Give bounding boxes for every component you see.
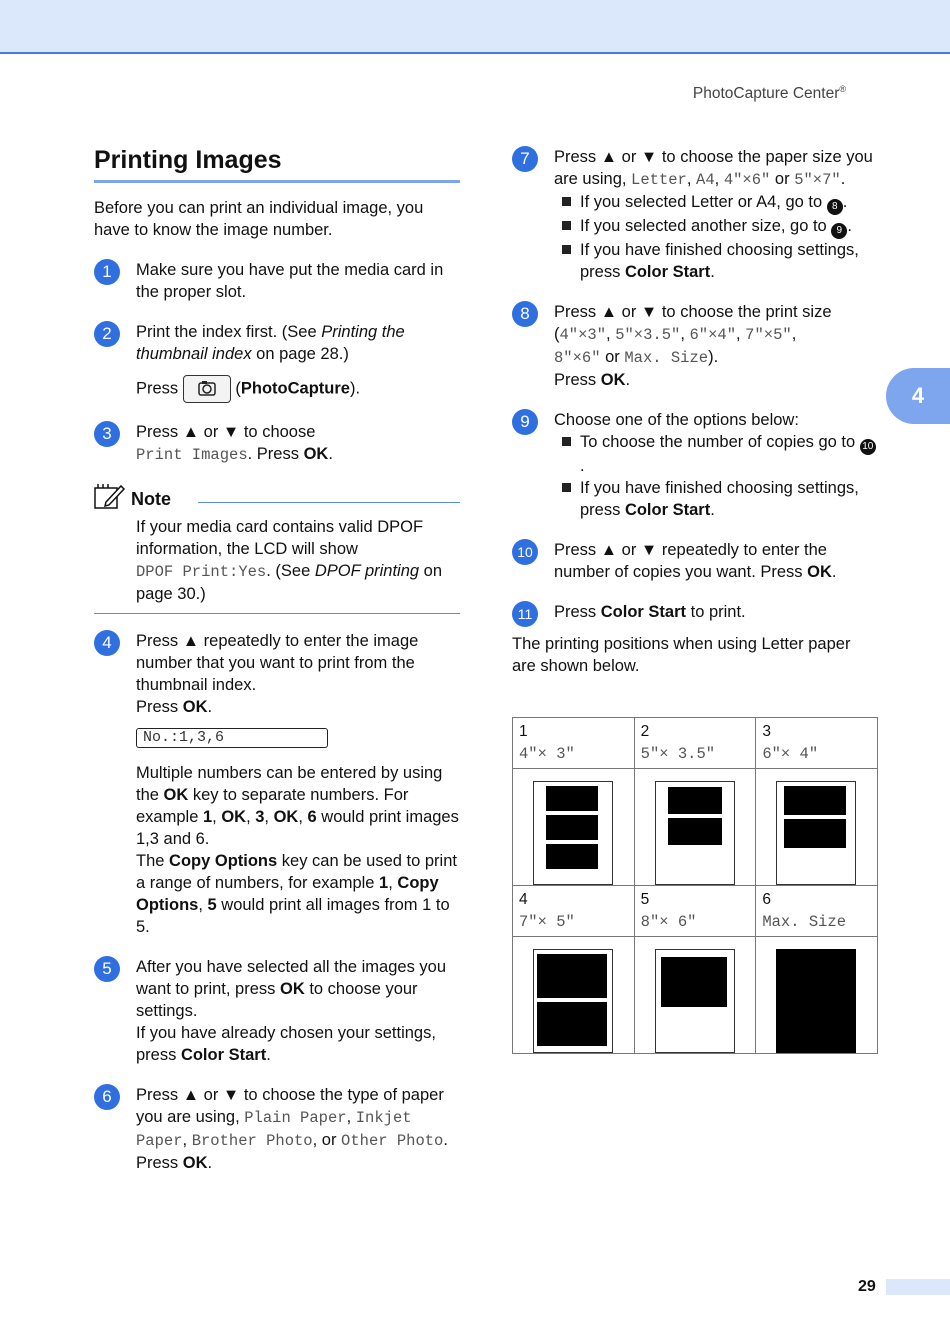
- layout-diagram: [634, 769, 756, 886]
- step-number-badge: 6: [94, 1084, 120, 1110]
- intro-text: Before you can print an individual image, you have to know the image number.: [94, 199, 424, 239]
- step-6: 6 Press ▲ or ▼ to choose the type of paper you are using, Plain Paper, Inkjet Paper, Brother Photo, or Other Photo. Press OK.: [94, 1084, 460, 1174]
- step-text: Press ▲ or ▼ to choose the type of paper you are using, Plain Paper, Inkjet Paper, Brother Photo, or Other Photo.: [136, 1086, 448, 1150]
- paper-sheet: [533, 949, 613, 1053]
- step-2: [94, 321, 460, 403]
- photo-block: [784, 786, 846, 815]
- paper-sheet: [776, 781, 856, 885]
- bullet-item: To choose the number of copies go to 10.: [554, 431, 878, 477]
- photo-block: [546, 786, 598, 811]
- size-label-cell: 4 7"× 5": [513, 886, 635, 937]
- step-text: Press ▲ repeatedly to enter the image number that you want to print from the thumbnail index.: [136, 632, 419, 694]
- photo-block: [777, 950, 855, 1052]
- step-text: Press ▲ or ▼ to choose the print size (4"×3", 5"×3.5", 6"×4", 7"×5", 8"×6" or Max. Size).: [554, 303, 832, 367]
- running-header: PhotoCapture Center®: [692, 84, 846, 103]
- size-label-cell: 5 8"× 6": [634, 886, 756, 937]
- chapter-tab: 4: [886, 368, 950, 424]
- photo-block: [784, 819, 846, 848]
- pencil-note-icon: [94, 482, 126, 510]
- size-label-cell: 2 5"× 3.5": [634, 718, 756, 769]
- step-10: [512, 539, 878, 583]
- photo-block: [537, 1002, 607, 1046]
- paper-sheet: [655, 781, 735, 885]
- step-1: [94, 259, 460, 303]
- footer-band: [886, 1279, 950, 1295]
- layout-diagram: [513, 769, 635, 886]
- size-label-cell: 3 6"× 4": [756, 718, 878, 769]
- size-label-cell: 6 Max. Size: [756, 886, 878, 937]
- photo-block: [668, 787, 722, 814]
- layout-diagram: [756, 937, 878, 1054]
- print-positions-table: [512, 717, 878, 1054]
- photo-block: [537, 954, 607, 998]
- step-11: [512, 601, 878, 623]
- step-number-badge: 9: [512, 409, 538, 435]
- step-text: After you have selected all the images you want to print, press OK to choose your settings.: [136, 958, 447, 1020]
- step-text: Choose one of the options below:: [554, 411, 799, 429]
- table-row: [513, 718, 878, 769]
- step-number-badge: 1: [94, 259, 120, 285]
- step-4-detail: Multiple numbers can be entered by using the OK key to separate numbers. For example 1, OK, 3, OK, 6 would print images 1,3 and 6. The Copy Options key can be used to print a range of numbers, for example 1, Copy Options, 5 would print all images from 1 to 5.: [136, 764, 459, 936]
- step-text: Make sure you have put the media card in the proper slot.: [136, 261, 444, 301]
- bullet-item: If you selected Letter or A4, go to 8 .: [554, 191, 878, 215]
- photo-block: [661, 957, 727, 1007]
- paper-sheet: [655, 949, 735, 1053]
- step-number-badge: 4: [94, 630, 120, 656]
- note-box: [94, 482, 460, 614]
- step-number-badge: 7: [512, 146, 538, 172]
- step-number-badge: 3: [94, 421, 120, 447]
- bullet-item: If you selected another size, go to 9 .: [554, 215, 878, 239]
- top-band: [0, 0, 950, 54]
- table-row: [513, 937, 878, 1054]
- layout-diagram: [756, 769, 878, 886]
- photo-block: [668, 818, 722, 845]
- step-7: [512, 146, 878, 283]
- page-number: 29: [858, 1278, 876, 1295]
- note-text: If your media card contains valid DPOF information, the LCD will show DPOF Print:Yes. (See DPOF printing on page 30.): [136, 518, 443, 603]
- step-text: Press ▲ or ▼ repeatedly to enter the number of copies you want. Press OK.: [554, 541, 837, 581]
- press-line: Press (PhotoCapture).: [136, 375, 460, 403]
- step-text: Press ▲ or ▼ to choose the paper size you are using, Letter, A4, 4″×6″ or 5″×7″.: [554, 148, 873, 189]
- title-rule: [94, 180, 460, 183]
- step-number-badge: 8: [512, 301, 538, 327]
- step-8: 8 Press ▲ or ▼ to choose the print size (4"×3", 5"×3.5", 6"×4", 7"×5", 8"×6" or Max. Size). Press OK.: [512, 301, 878, 391]
- step-text: Press ▲ or ▼ to choose: [136, 423, 316, 441]
- step-number-badge: 5: [94, 956, 120, 982]
- layout-diagram: [513, 937, 635, 1054]
- table-row: [513, 769, 878, 886]
- bullet-item: If you have finished choosing settings, press Color Start.: [554, 477, 878, 521]
- step-text: Press Color Start to print.: [554, 603, 746, 621]
- step-4: 4 Press ▲ repeatedly to enter the image number that you want to print from the thumbnail index. Press OK. No.:1,3,6 Multiple numbers can be entered by using the OK key to separate numbers. For example 1, OK, 3, OK, 6 would print images 1,3 and 6. The Copy Options key can be used to print a range of numbers, for example 1, Copy Options, 5 would print all images from 1 to 5.: [94, 630, 460, 938]
- left-column: [94, 140, 460, 1174]
- lcd-display: No.:1,3,6: [136, 728, 328, 748]
- photo-block: [546, 815, 598, 840]
- bullet-item: If you have finished choosing settings, press Color Start.: [554, 239, 878, 283]
- paper-sheet: [533, 781, 613, 885]
- positions-intro: The printing positions when using Letter paper are shown below.: [512, 635, 851, 675]
- step-number-badge: 2: [94, 321, 120, 347]
- photo-block: [546, 844, 598, 869]
- camera-key-icon: [183, 375, 231, 403]
- step-9: [512, 409, 878, 521]
- section-title: Printing Images: [94, 146, 282, 174]
- paper-sheet: [776, 949, 856, 1053]
- layout-diagram: [634, 937, 756, 1054]
- step-number-badge: 10: [512, 539, 538, 565]
- right-column: [512, 140, 878, 1054]
- size-label-cell: 1 4"× 3": [513, 718, 635, 769]
- step-3: 3 Press ▲ or ▼ to choose Print Images. Press OK.: [94, 421, 460, 466]
- step-number-badge: 11: [512, 601, 538, 627]
- table-row: [513, 886, 878, 937]
- step-5: 5 After you have selected all the images you want to print, press OK to choose your settings. If you have already chosen your settings, press Color Start.: [94, 956, 460, 1066]
- step-text: Print the index first. (See Printing the thumbnail index on page 28.): [136, 323, 405, 363]
- note-label: Note: [131, 489, 171, 509]
